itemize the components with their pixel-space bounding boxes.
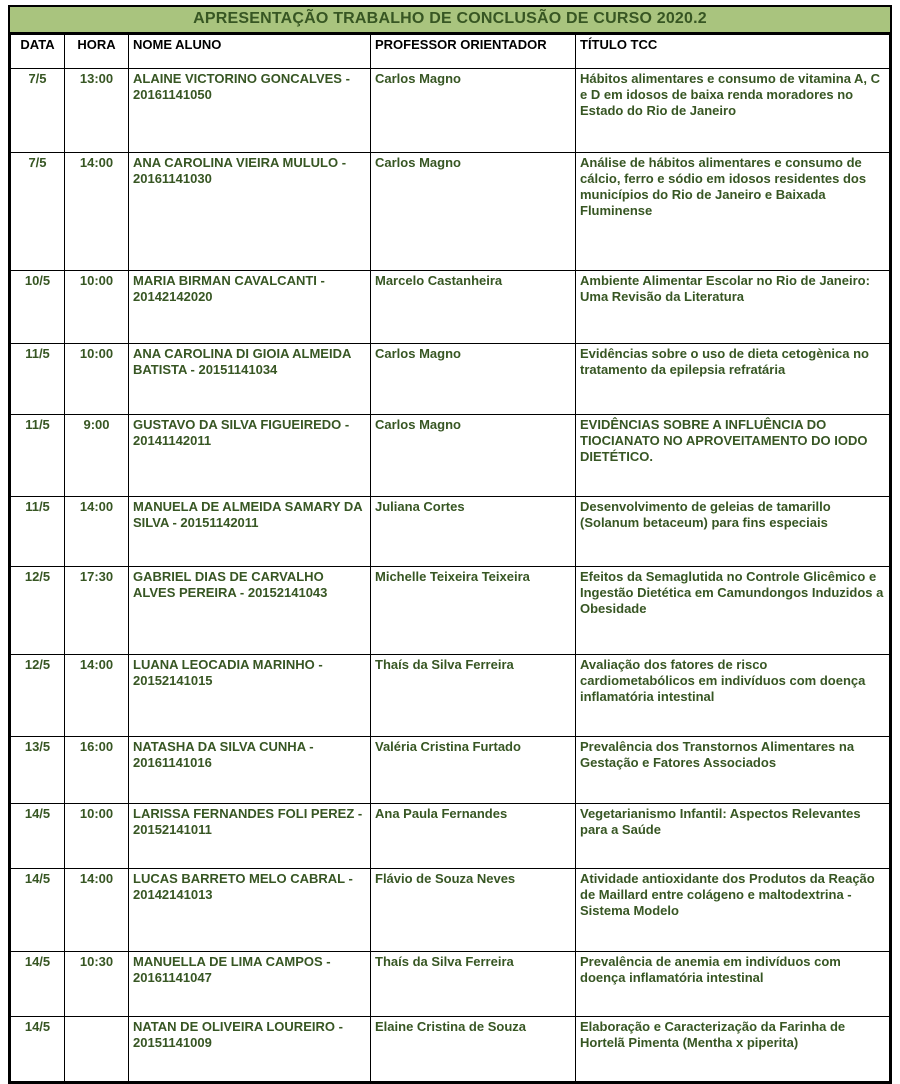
cell-orientador: Valéria Cristina Furtado: [371, 737, 576, 804]
table-body: [11, 69, 890, 1082]
cell-titulo: Ambiente Alimentar Escolar no Rio de Janeiro: Uma Revisão da Literatura: [576, 271, 890, 344]
table-row: [11, 415, 890, 497]
cell-titulo: Atividade antioxidante dos Produtos da Reação de Maillard entre colágeno e maltodextrina - Sistema Modelo: [576, 869, 890, 952]
cell-data: 14/5: [11, 1017, 65, 1082]
table-row: [11, 497, 890, 567]
table-row: [11, 344, 890, 415]
cell-hora: 10:00: [65, 271, 129, 344]
cell-orientador: Thaís da Silva Ferreira: [371, 952, 576, 1017]
table-row: [11, 567, 890, 655]
cell-titulo: Vegetarianismo Infantil: Aspectos Relevantes para a Saúde: [576, 804, 890, 869]
cell-orientador: Ana Paula Fernandes: [371, 804, 576, 869]
cell-data: 14/5: [11, 804, 65, 869]
cell-hora: 14:00: [65, 497, 129, 567]
cell-nome-aluno: LUCAS BARRETO MELO CABRAL - 20142141013: [129, 869, 371, 952]
cell-data: 14/5: [11, 952, 65, 1017]
cell-hora: 17:30: [65, 567, 129, 655]
cell-titulo: EVIDÊNCIAS SOBRE A INFLUÊNCIA DO TIOCIANATO NO APROVEITAMENTO DO IODO DIETÉTICO.: [576, 415, 890, 497]
cell-data: 13/5: [11, 737, 65, 804]
cell-orientador: Marcelo Castanheira: [371, 271, 576, 344]
cell-orientador: Carlos Magno: [371, 415, 576, 497]
cell-hora: 9:00: [65, 415, 129, 497]
cell-titulo: Elaboração e Caracterização da Farinha de Hortelã Pimenta (Mentha x piperita): [576, 1017, 890, 1082]
cell-titulo: Análise de hábitos alimentares e consumo de cálcio, ferro e sódio em idosos residentes dos municípios do Rio de Janeiro e Baixada Fluminense: [576, 153, 890, 271]
table-row: [11, 804, 890, 869]
col-header-hora: HORA: [65, 35, 129, 69]
cell-orientador: Carlos Magno: [371, 153, 576, 271]
cell-data: 12/5: [11, 655, 65, 737]
cell-hora: 10:30: [65, 952, 129, 1017]
cell-hora: 16:00: [65, 737, 129, 804]
cell-hora: 14:00: [65, 655, 129, 737]
col-header-professor-orientador: PROFESSOR ORIENTADOR: [371, 35, 576, 69]
cell-nome-aluno: MARIA BIRMAN CAVALCANTI - 20142142020: [129, 271, 371, 344]
cell-hora: 10:00: [65, 804, 129, 869]
col-header-titulo-tcc: TÍTULO TCC: [576, 35, 890, 69]
table-row: [11, 153, 890, 271]
schedule-document: [8, 5, 892, 1084]
cell-data: 11/5: [11, 415, 65, 497]
cell-data: 11/5: [11, 344, 65, 415]
cell-nome-aluno: NATAN DE OLIVEIRA LOUREIRO - 20151141009: [129, 1017, 371, 1082]
cell-nome-aluno: ANA CAROLINA DI GIOIA ALMEIDA BATISTA - 20151141034: [129, 344, 371, 415]
cell-orientador: Carlos Magno: [371, 69, 576, 153]
cell-titulo: Efeitos da Semaglutida no Controle Glicêmico e Ingestão Dietética em Camundongos Induzidos a Obesidade: [576, 567, 890, 655]
cell-data: 12/5: [11, 567, 65, 655]
cell-hora: 10:00: [65, 344, 129, 415]
cell-nome-aluno: MANUELA DE ALMEIDA SAMARY DA SILVA - 20151142011: [129, 497, 371, 567]
table-row: [11, 869, 890, 952]
cell-orientador: Thaís da Silva Ferreira: [371, 655, 576, 737]
cell-titulo: Evidências sobre o uso de dieta cetogènica no tratamento da epilepsia refratária: [576, 344, 890, 415]
cell-hora: 14:00: [65, 153, 129, 271]
cell-data: 11/5: [11, 497, 65, 567]
cell-hora: 13:00: [65, 69, 129, 153]
cell-data: 7/5: [11, 153, 65, 271]
table-row: [11, 1017, 890, 1082]
cell-nome-aluno: GUSTAVO DA SILVA FIGUEIREDO - 20141142011: [129, 415, 371, 497]
cell-titulo: Hábitos alimentares e consumo de vitamina A, C e D em idosos de baixa renda moradores no Estado do Rio de Janeiro: [576, 69, 890, 153]
cell-nome-aluno: LUANA LEOCADIA MARINHO - 20152141015: [129, 655, 371, 737]
cell-data: 14/5: [11, 869, 65, 952]
cell-nome-aluno: LARISSA FERNANDES FOLI PEREZ - 20152141011: [129, 804, 371, 869]
cell-orientador: Carlos Magno: [371, 344, 576, 415]
cell-orientador: Juliana Cortes: [371, 497, 576, 567]
col-header-data: DATA: [11, 35, 65, 69]
cell-hora: 14:00: [65, 869, 129, 952]
cell-nome-aluno: ANA CAROLINA VIEIRA MULULO - 20161141030: [129, 153, 371, 271]
cell-hora: [65, 1017, 129, 1082]
cell-nome-aluno: GABRIEL DIAS DE CARVALHO ALVES PEREIRA - 20152141043: [129, 567, 371, 655]
cell-titulo: Prevalência de anemia em indivíduos com doença inflamatória intestinal: [576, 952, 890, 1017]
cell-nome-aluno: NATASHA DA SILVA CUNHA - 20161141016: [129, 737, 371, 804]
col-header-nome-aluno: NOME ALUNO: [129, 35, 371, 69]
cell-orientador: Michelle Teixeira Teixeira: [371, 567, 576, 655]
table-row: [11, 655, 890, 737]
cell-titulo: Avaliação dos fatores de risco cardiometabólicos em indivíduos com doença inflamatória intestinal: [576, 655, 890, 737]
cell-nome-aluno: ALAINE VICTORINO GONCALVES - 20161141050: [129, 69, 371, 153]
table-row: [11, 737, 890, 804]
cell-orientador: Flávio de Souza Neves: [371, 869, 576, 952]
cell-data: 10/5: [11, 271, 65, 344]
cell-titulo: Desenvolvimento de geleias de tamarillo (Solanum betaceum) para fins especiais: [576, 497, 890, 567]
table-row: [11, 952, 890, 1017]
table-row: [11, 69, 890, 153]
cell-titulo: Prevalência dos Transtornos Alimentares na Gestação e Fatores Associados: [576, 737, 890, 804]
page-title: APRESENTAÇÃO TRABALHO DE CONCLUSÃO DE CURSO 2020.2: [10, 7, 890, 34]
table-header-row: [11, 35, 890, 69]
cell-nome-aluno: MANUELLA DE LIMA CAMPOS - 20161141047: [129, 952, 371, 1017]
table-row: [11, 271, 890, 344]
cell-orientador: Elaine Cristina de Souza: [371, 1017, 576, 1082]
presentation-schedule-table: [10, 34, 890, 1082]
cell-data: 7/5: [11, 69, 65, 153]
